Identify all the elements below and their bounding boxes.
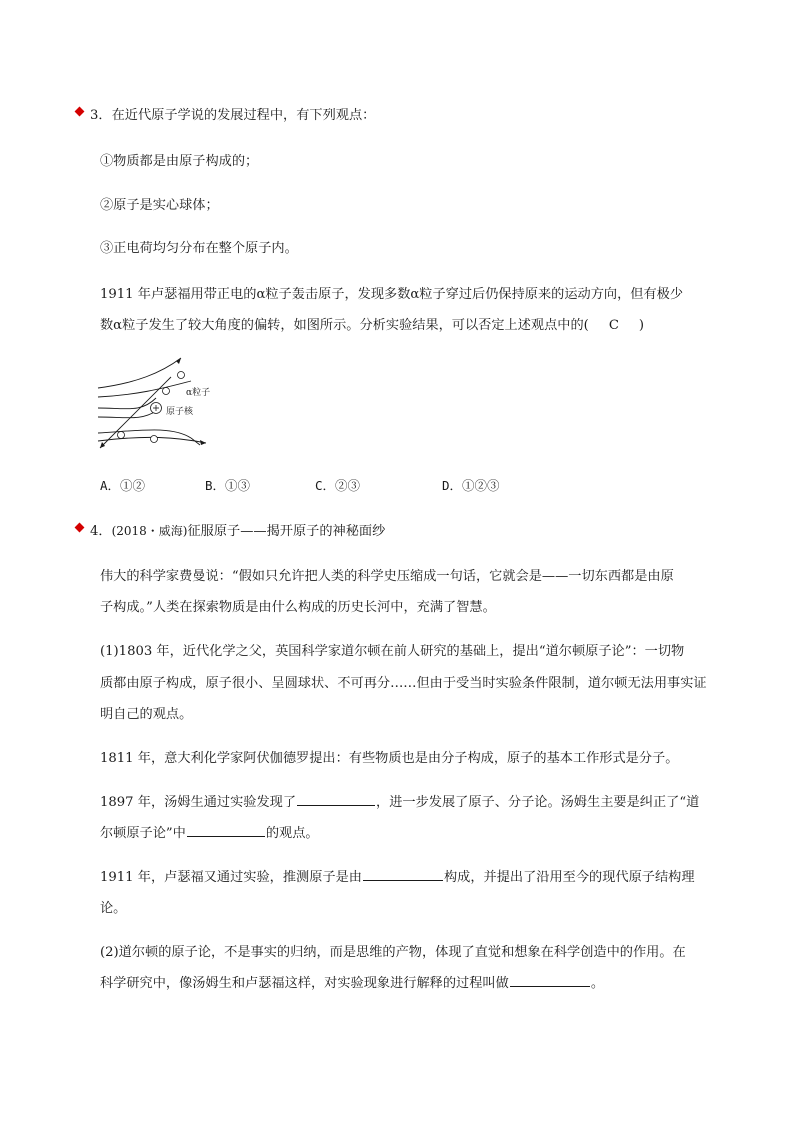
q3-paragraph-line-1: 1911 年卢瑟福用带正电的α粒子轰击原子，发现多数α粒子穿过后仍保持原来的运动方向，但有极少 xyxy=(100,287,684,302)
q3-number: 3． xyxy=(90,108,112,123)
q3-paragraph-line-2 xyxy=(100,314,644,333)
q4-thomson-text-a: 1897 年，汤姆生通过实验发现了 xyxy=(100,795,297,810)
rutherford-scattering-diagram xyxy=(96,353,226,453)
q4-part2-line-1: (2)道尔顿的原子论，不是事实的归纳，而是思维的产物，体现了直觉和想象在科学创造中的作用。在 xyxy=(100,945,686,960)
q3-option-d[interactable]: D．①②③ xyxy=(442,478,500,493)
q4-thomson-text-d: 的观点。 xyxy=(265,826,319,841)
q4-part1-line-2: 质都由原子构成，原子很小、呈圆球状、不可再分……但由于受当时实验条件限制，道尔顿无法用事实证 xyxy=(100,676,707,691)
q4-avogadro-line: 1811 年，意大利化学家阿伏伽德罗提出：有些物质也是由分子构成，原子的基本工作形式是分子。 xyxy=(100,751,679,766)
nucleus-label: 原子核 xyxy=(166,407,194,417)
q4-thomson-line-1 xyxy=(100,791,699,810)
q4-intro-line-2: 子构成。”人类在探索物质是由什么构成的历史长河中，充满了智慧。 xyxy=(100,600,496,615)
q3-option-b[interactable]: B．①③ xyxy=(205,478,251,493)
q3-answer: C xyxy=(608,318,619,333)
q3-stem xyxy=(90,104,375,123)
q4-thomson-line-2 xyxy=(100,822,319,841)
q4-rutherford-line-2: 论。 xyxy=(100,901,127,916)
q3-option-c[interactable]: C．②③ xyxy=(315,478,361,493)
q4-blank-4[interactable] xyxy=(510,972,590,987)
q3-paragraph-text: 数α粒子发生了较大角度的偏转，如图所示。分析实验结果，可以否定上述观点中的( xyxy=(100,318,589,333)
q3-view-3: ③正电荷均匀分布在整个原子内。 xyxy=(100,241,298,256)
q3-stem-text: 在近代原子学说的发展过程中，有下列观点： xyxy=(111,108,376,123)
q4-blank-1[interactable] xyxy=(297,791,375,806)
q4-rutherford-line-1 xyxy=(100,866,695,885)
q4-source: (2018・威海) xyxy=(111,524,188,538)
q4-intro-line-1: 伟大的科学家费曼说：“假如只允许把人类的科学史压缩成一句话，它就会是——一切东西都是由原 xyxy=(100,569,674,584)
q4-part2-text-a: 科学研究中，像汤姆生和卢瑟福这样，对实验现象进行解释的过程叫做 xyxy=(100,976,509,991)
q4-bullet-icon xyxy=(75,523,85,533)
q4-part2-line-2 xyxy=(100,972,604,991)
q4-part1-line-3: 明自己的观点。 xyxy=(100,707,193,722)
q3-close-paren: ) xyxy=(638,318,645,333)
q3-view-1: ①物质都是由原子构成的； xyxy=(100,154,259,169)
q4-blank-3[interactable] xyxy=(363,866,443,881)
q4-header xyxy=(90,520,385,539)
q4-thomson-text-c: 尔顿原子论”中 xyxy=(100,826,186,841)
q4-rutherford-text-b: 构成，并提出了沿用至今的现代原子结构理 xyxy=(443,870,695,885)
q4-title: 征服原子——揭开原子的神秘面纱 xyxy=(187,524,386,539)
q3-view-2: ②原子是实心球体； xyxy=(100,198,219,213)
q4-part2-text-b: 。 xyxy=(590,976,604,991)
q4-thomson-text-b: ，进一步发展了原子、分子论。汤姆生主要是纠正了“道 xyxy=(376,795,700,810)
q3-bullet-icon xyxy=(75,107,85,117)
q3-option-a[interactable]: A．①② xyxy=(100,478,146,493)
q4-rutherford-text-a: 1911 年，卢瑟福又通过实验，推测原子是由 xyxy=(100,870,362,885)
q4-part1-line-1: (1)1803 年，近代化学之父，英国科学家道尔顿在前人研究的基础上，提出“道尔顿原子论”：一切物 xyxy=(100,644,685,659)
alpha-particle-label: α粒子 xyxy=(186,388,211,398)
q4-blank-2[interactable] xyxy=(187,822,265,837)
q4-number: 4． xyxy=(90,524,112,539)
